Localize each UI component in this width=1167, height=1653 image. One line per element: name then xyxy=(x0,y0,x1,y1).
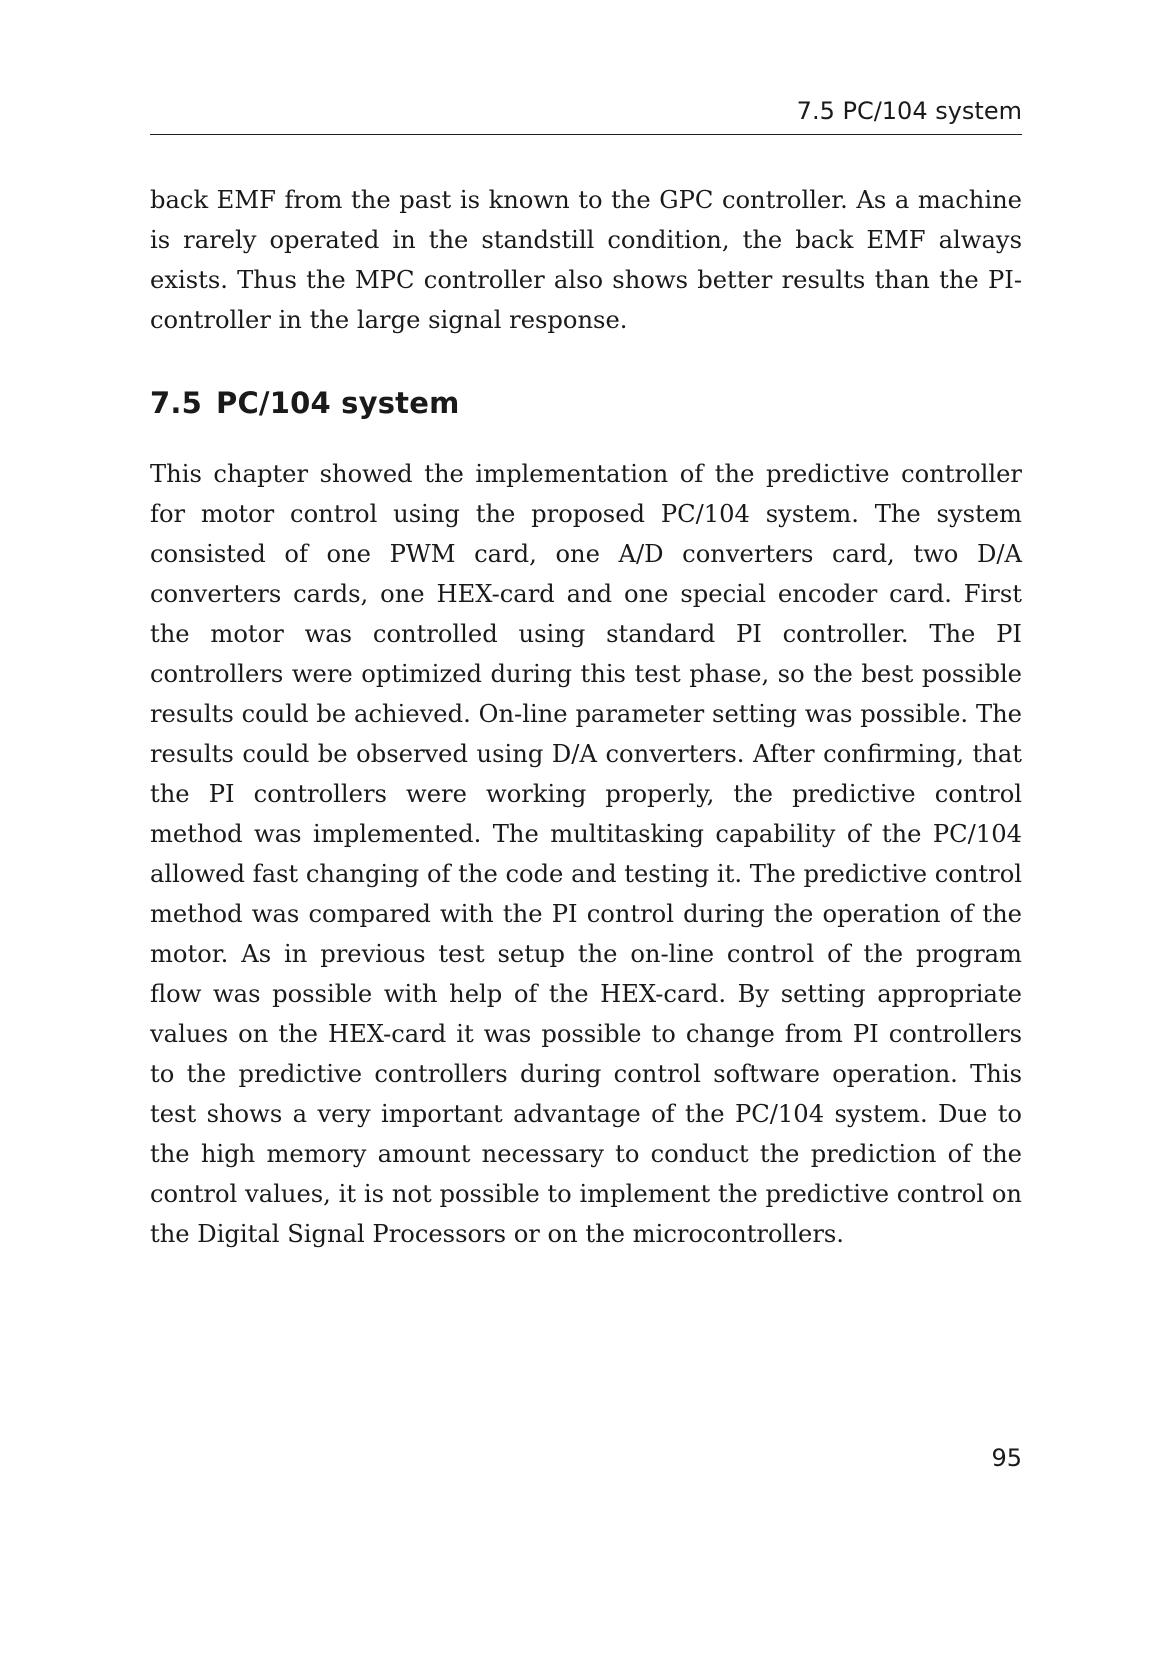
intro-paragraph: back EMF from the past is known to the GPC controller. As a machine is rarely operated in the standstill condition, the back EMF always exists. Thus the MPC controller also shows better results than the PI-controller in the large signal response. xyxy=(150,186,1022,334)
section-heading xyxy=(150,383,1022,423)
running-header-title: 7.5 PC/104 system xyxy=(796,97,1022,125)
section-number: 7.5 xyxy=(150,386,202,420)
page-number: 95 xyxy=(991,1444,1022,1472)
section-title: PC/104 system xyxy=(216,386,460,420)
body-paragraph: This chapter showed the implementation of the predictive controller for motor control using the proposed PC/104 system. The system consisted of one PWM card, one A/D converters card, two D/A converters cards, one HEX-card and one special encoder card. First the motor was controlled using standard PI controller. The PI controllers were optimized during this test phase, so the best possible results could be achieved. On-line parameter setting was possible. The results could be observed using D/A converters. After confirming, that the PI controllers were working properly, the predictive control method was implemented. The multitasking capability of the PC/104 allowed fast changing of the code and testing it. The predictive control method was compared with the PI control during the operation of the motor. As in previous test setup the on-line control of the program flow was possible with help of the HEX-card. By setting appropriate values on the HEX-card it was possible to change from PI controllers to the predictive controllers during control software operation. This test shows a very important advantage of the PC/104 system. Due to the high memory amount necessary to conduct the prediction of the control values, it is not possible to implement the predictive control on the Digital Signal Processors or on the microcontrollers. xyxy=(150,460,1022,1248)
running-header xyxy=(150,96,1022,135)
page-content xyxy=(150,180,1022,1254)
